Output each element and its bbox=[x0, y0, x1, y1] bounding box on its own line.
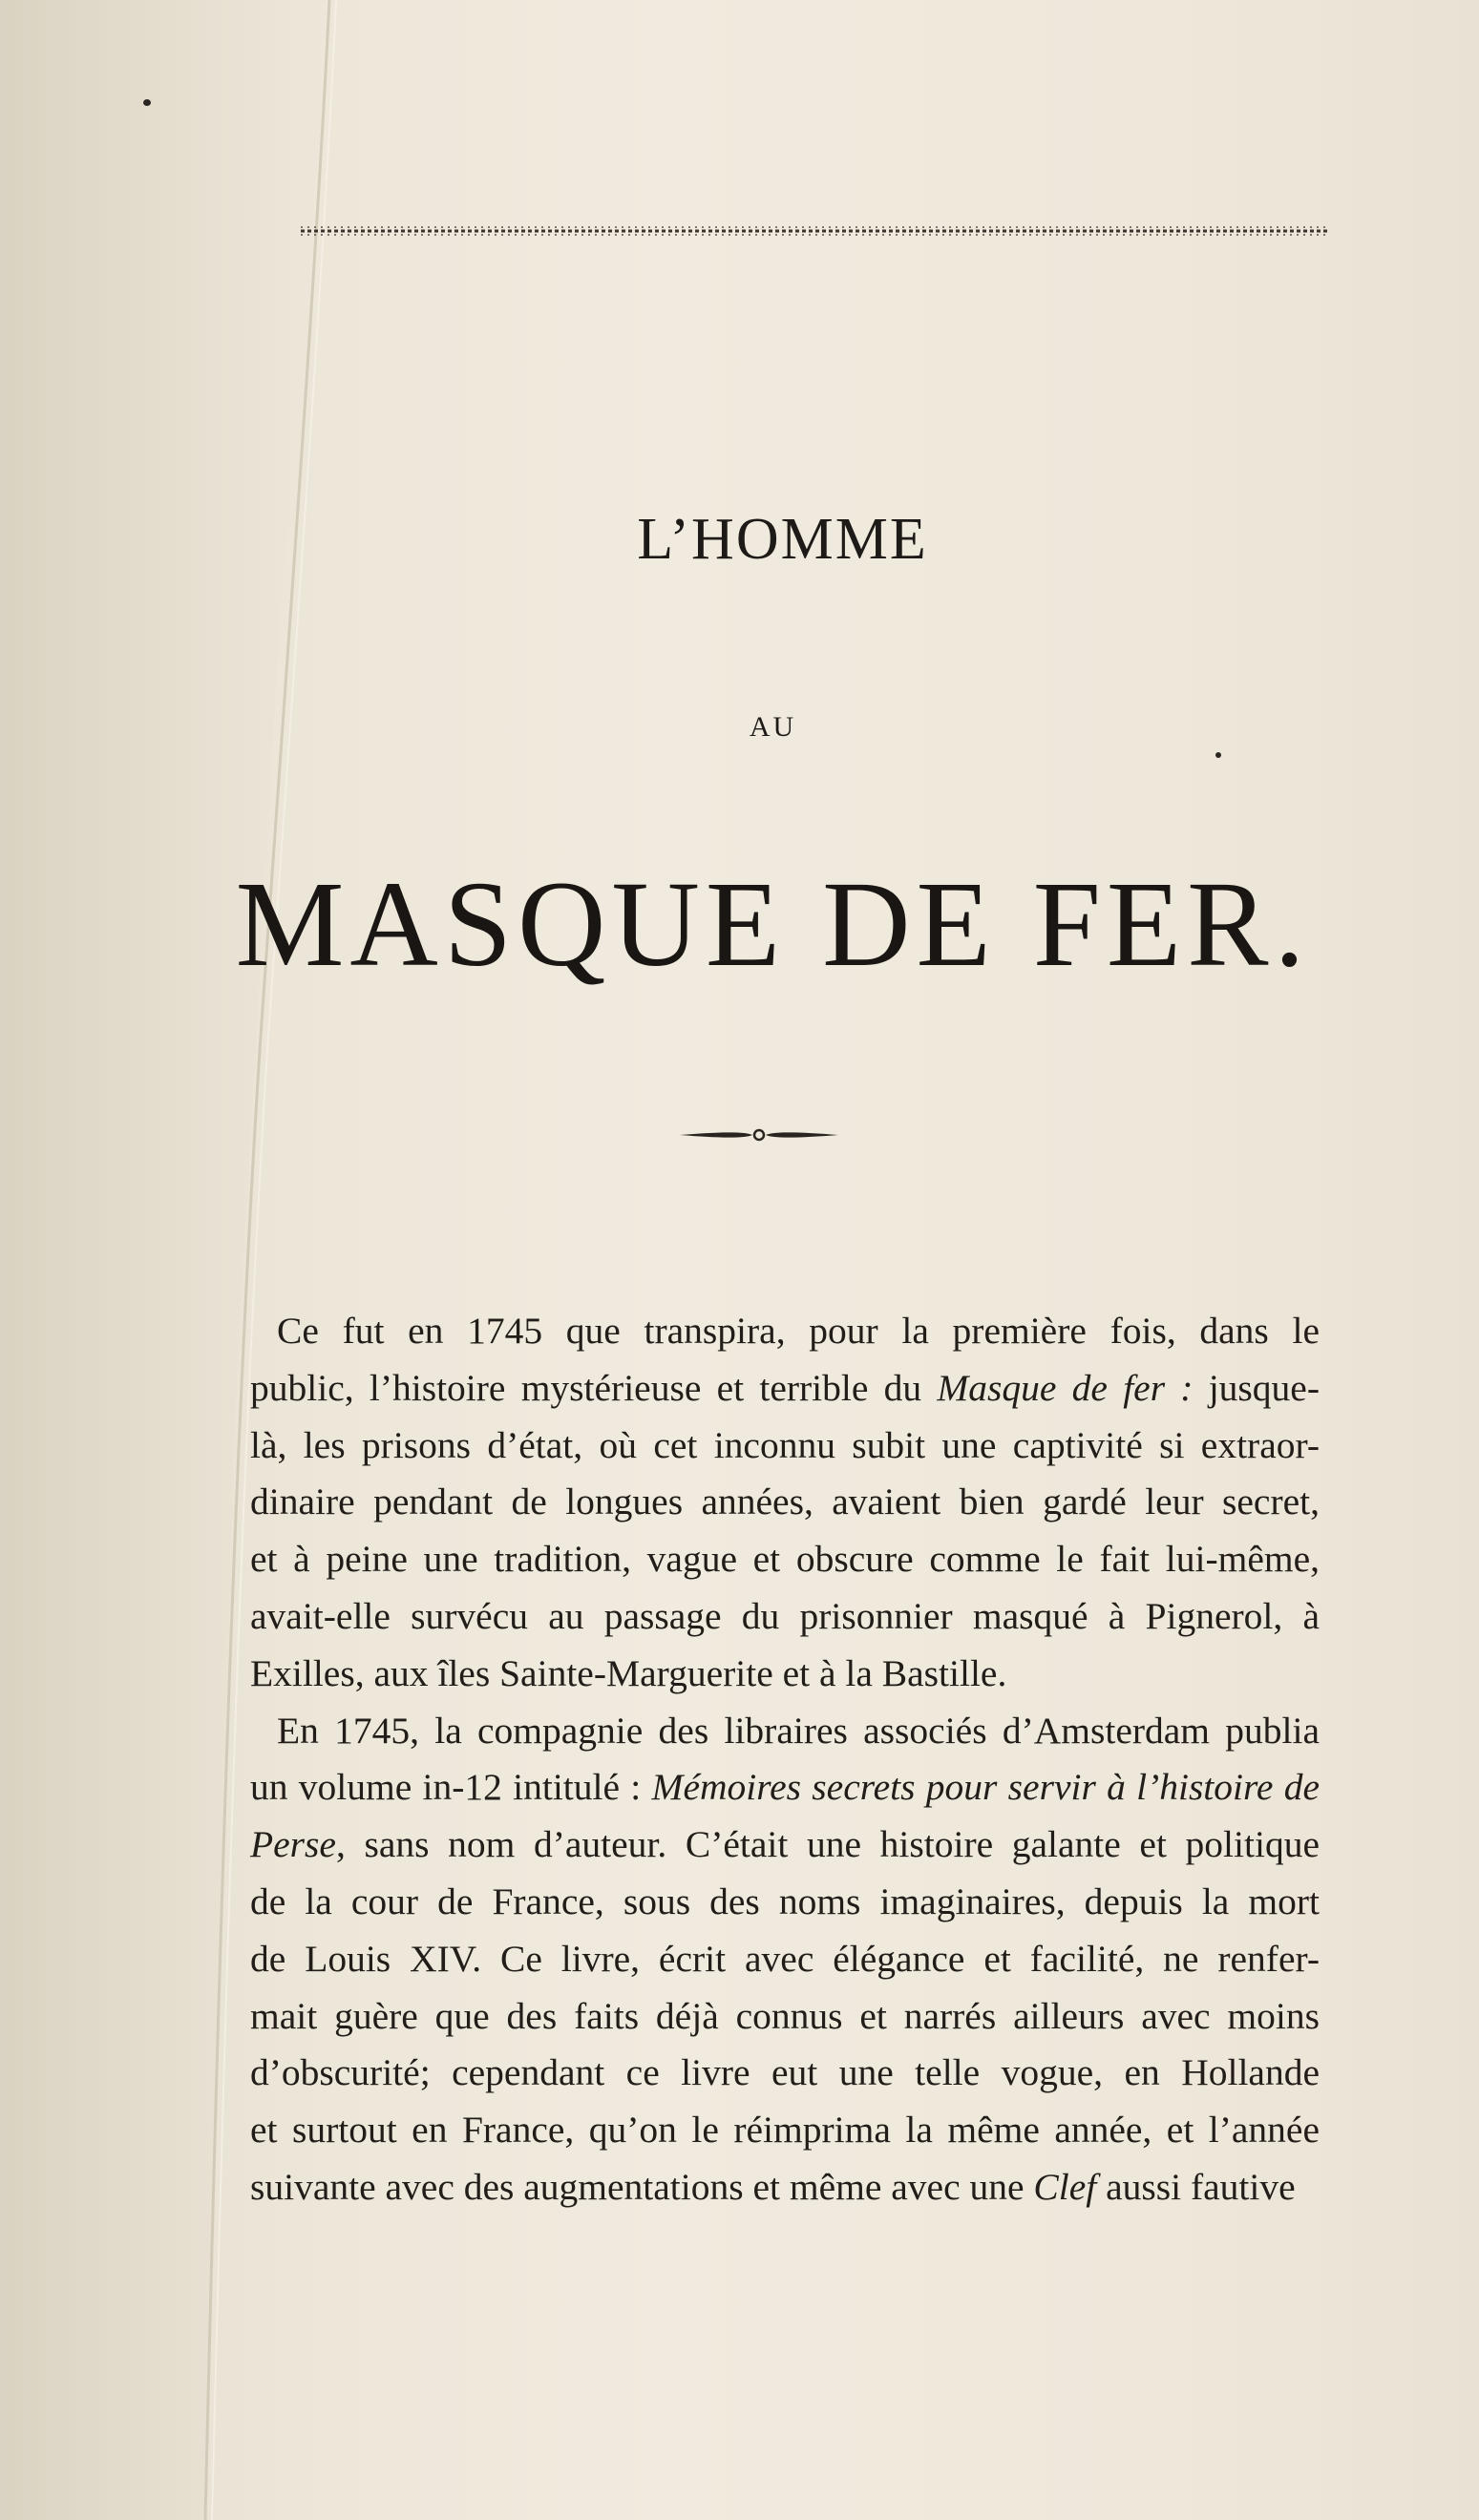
title-line-3: MASQUE DE FER. bbox=[235, 856, 1311, 992]
text-line: Ce fut en 1745 que transpira, pour la première fois, dans le bbox=[277, 1310, 1320, 1352]
text-line: de la cour de France, sous des noms imaginaires, depuis la mort bbox=[250, 1880, 1320, 1922]
text-line: public, l’histoire mystérieuse et terrible du Masque de fer : jusque- bbox=[250, 1366, 1320, 1409]
italic-text: Clef bbox=[1033, 2165, 1097, 2208]
decorative-dotted-rule bbox=[301, 224, 1327, 238]
text-line: et surtout en France, qu’on le réimprima la même année, et l’année bbox=[250, 2109, 1320, 2152]
text-line: En 1745, la compagnie des libraires associés d’Amsterdam publia bbox=[277, 1709, 1320, 1752]
text-line: suivante avec des augmentations et même avec une Clef aussi fautive bbox=[250, 2165, 1296, 2208]
title-line-1: L’HOMME bbox=[637, 507, 928, 572]
text-line: de Louis XIV. Ce livre, écrit avec élégance et facilité, ne renfer- bbox=[250, 1937, 1320, 1980]
text-line: et à peine une tradition, vague et obscure comme le fait lui-même, bbox=[250, 1538, 1320, 1581]
title-line-2: AU bbox=[749, 711, 797, 743]
text-line: Perse, sans nom d’auteur. C’était une histoire galante et politique bbox=[250, 1823, 1320, 1866]
italic-text: Mémoires secrets pour servir à l’histoire de bbox=[651, 1766, 1320, 1809]
italic-text: Masque de fer : bbox=[937, 1366, 1194, 1409]
ornament-divider bbox=[678, 1124, 840, 1146]
text-line: Exilles, aux îles Sainte-Marguerite et à la Bastille. bbox=[250, 1651, 1007, 1694]
ink-speck bbox=[143, 99, 151, 106]
text-line: là, les prisons d’état, où cet inconnu subit une captivité si extraor- bbox=[250, 1423, 1320, 1466]
text-line: dinaire pendant de longues années, avaient bien gardé leur secret, bbox=[250, 1480, 1320, 1523]
text-line: un volume in-12 intitulé : Mémoires secrets pour servir à l’histoire de bbox=[250, 1766, 1320, 1809]
italic-text: Perse bbox=[250, 1823, 336, 1866]
paragraph bbox=[250, 1703, 1320, 2216]
text-line: mait guère que des faits déjà connus et narrés ailleurs avec moins bbox=[250, 1994, 1320, 2037]
text-line: d’obscurité; cependant ce livre eut une telle vogue, en Hollande bbox=[250, 2051, 1320, 2094]
body-text bbox=[250, 1303, 1320, 2216]
paragraph bbox=[250, 1303, 1320, 1703]
text-line: avait-elle survécu au passage du prisonnier masqué à Pignerol, à bbox=[250, 1594, 1320, 1637]
ink-speck bbox=[1215, 752, 1221, 758]
